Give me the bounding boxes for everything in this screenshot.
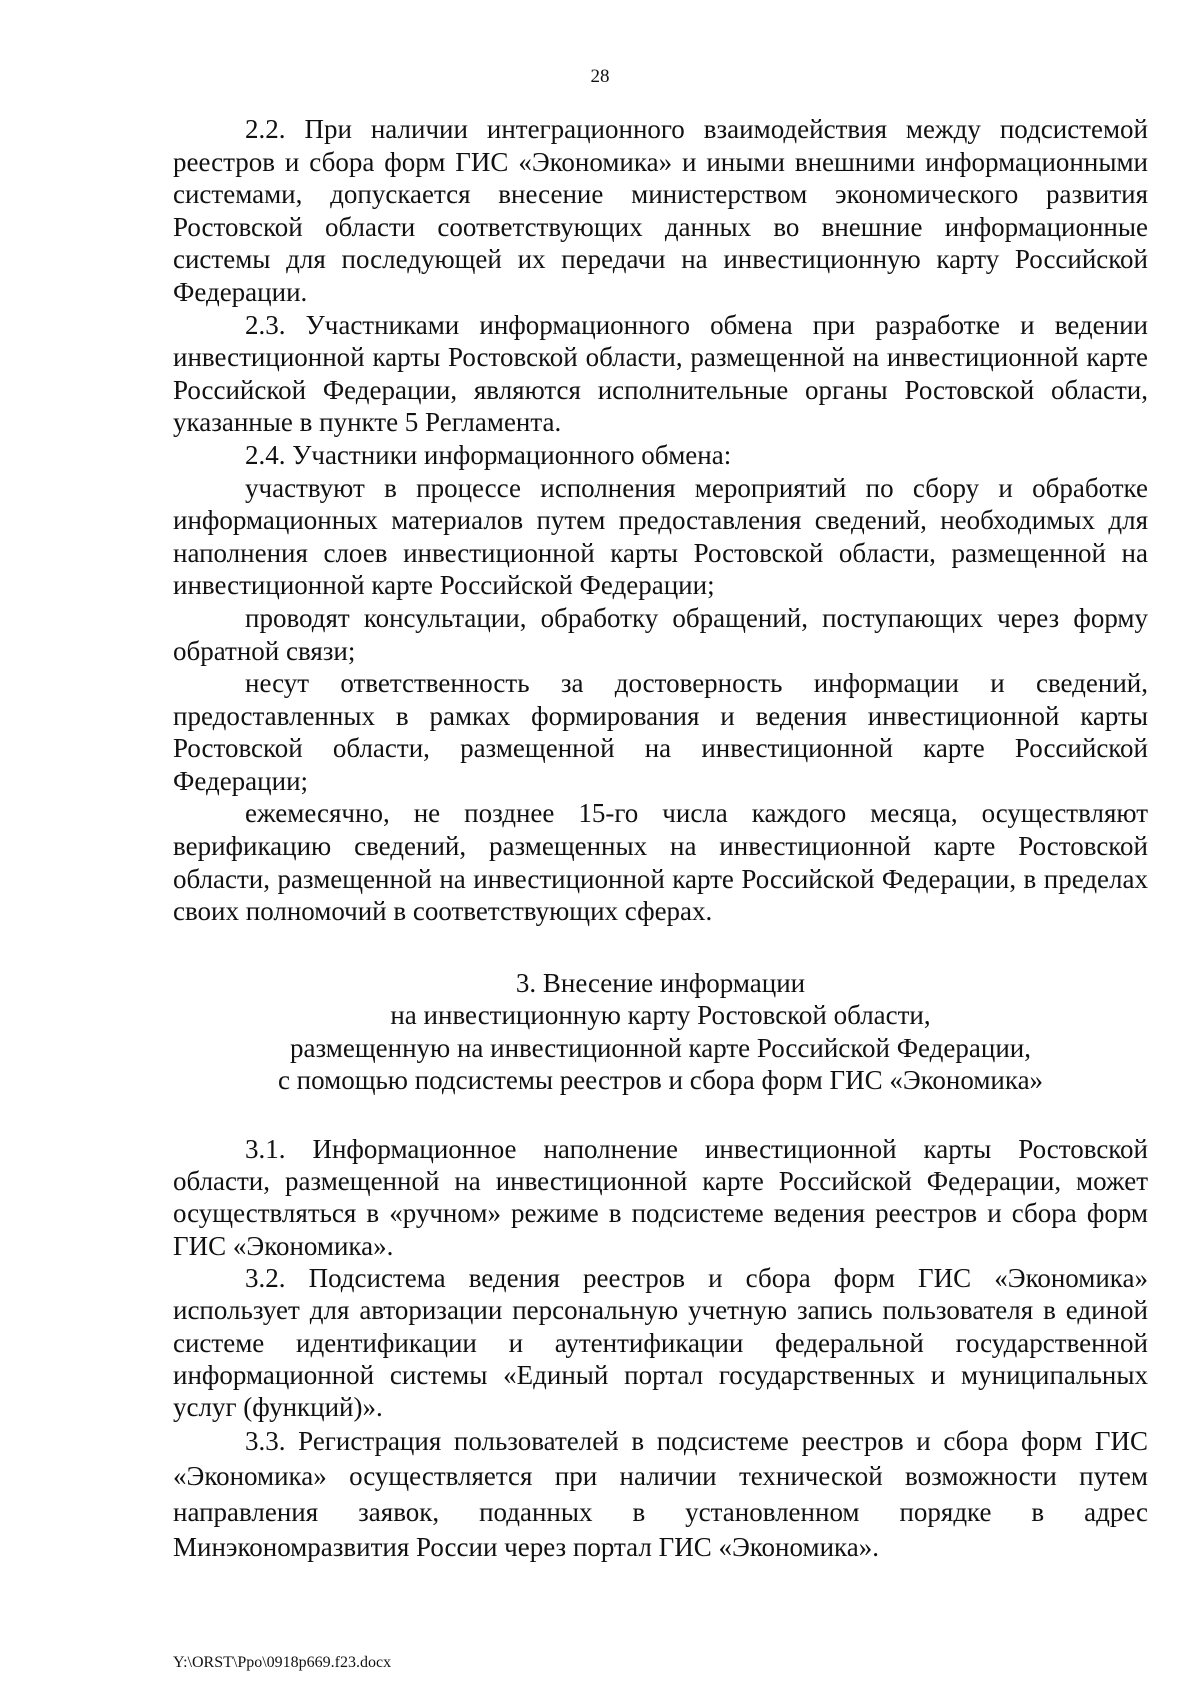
paragraph-2-4-item-4: ежемесячно, не позднее 15-го числа каждого месяца, осуществляют верификацию сведений, размещенных на инвестиционной карте Ростовской области, размещенной на инвестиционной карте Российской Федерации, в пределах своих полномочий в соответствующих сферах. [173,798,1148,927]
paragraph-3-2: 3.2. Подсистема ведения реестров и сбора форм ГИС «Экономика» использует для авторизации персональную учетную запись пользователя в единой системе идентификации и аутентификации федеральной государственной информационной системы «Единый портал государственных и муниципальных услуг (функций)». [173,1263,1148,1423]
paragraph-2-2: 2.2. При наличии интеграционного взаимодействия между подсистемой реестров и сбора форм ГИС «Экономика» и иными внешними информационными системами, допускается внесение министерством экономического развития Ростовской области соответствующих данных во внешние информационные системы для последующей их передачи на инвестиционную карту Российской Федерации. [173,114,1148,307]
section-3-heading-line-2: на инвестиционную карту Ростовской области, [390,1000,931,1031]
document-body [173,113,1148,1566]
paragraph-2-4-item-1: участвуют в процессе исполнения мероприятий по сбору и обработке информационных материалов путем предоставления сведений, необходимых для наполнения слоев инвестиционной карты Ростовской области, размещенной на инвестиционной карте Российской Федерации; [173,472,1148,601]
paragraph-3-1: 3.1. Информационное наполнение инвестиционной карты Ростовской области, размещенной на инвестиционной карте Российской Федерации, может осуществляться в «ручном» режиме в подсистеме ведения реестров и сбора форм ГИС «Экономика». [173,1133,1148,1261]
section-3-heading-line-4: с помощью подсистемы реестров и сбора форм ГИС «Экономика» [277,1065,1044,1096]
section-3-body [173,1133,1148,1566]
paragraph-2-4: 2.4. Участники информационного обмена: [245,439,732,470]
section-3-heading-line-1: 3. Внесение информации [515,967,806,998]
paragraph-2-3: 2.3. Участниками информационного обмена при разработке и ведении инвестиционной карты Ростовской области, размещенной на инвестиционной карте Российской Федерации, являются исполнительные органы Ростовской области, указанные в пункте 5 Регламента. [173,309,1148,438]
footer-file-path: Y:\ORST\Ppo\0918p669.f23.docx [173,1654,392,1671]
paragraph-3-3: 3.3. Регистрация пользователей в подсистеме реестров и сбора форм ГИС «Экономика» осуществляется при наличии технической возможности путем направления заявок, поданных в установленном порядке в адрес Минэкономразвития России через портал ГИС «Экономика». [173,1425,1148,1563]
page-number: 28 [590,66,610,87]
paragraph-2-4-item-2: проводят консультации, обработку обращений, поступающих через форму обратной связи; [173,602,1148,666]
section-3-heading-line-3: размещенную на инвестиционной карте Российской Федерации, [290,1032,1031,1063]
section-3-heading [173,967,1148,1097]
paragraph-2-4-item-3: несут ответственность за достоверность информации и сведений, предоставленных в рамках формирования и ведения инвестиционной карты Ростовской области, размещенной на инвестиционной карте Российской Федерации; [173,668,1148,796]
